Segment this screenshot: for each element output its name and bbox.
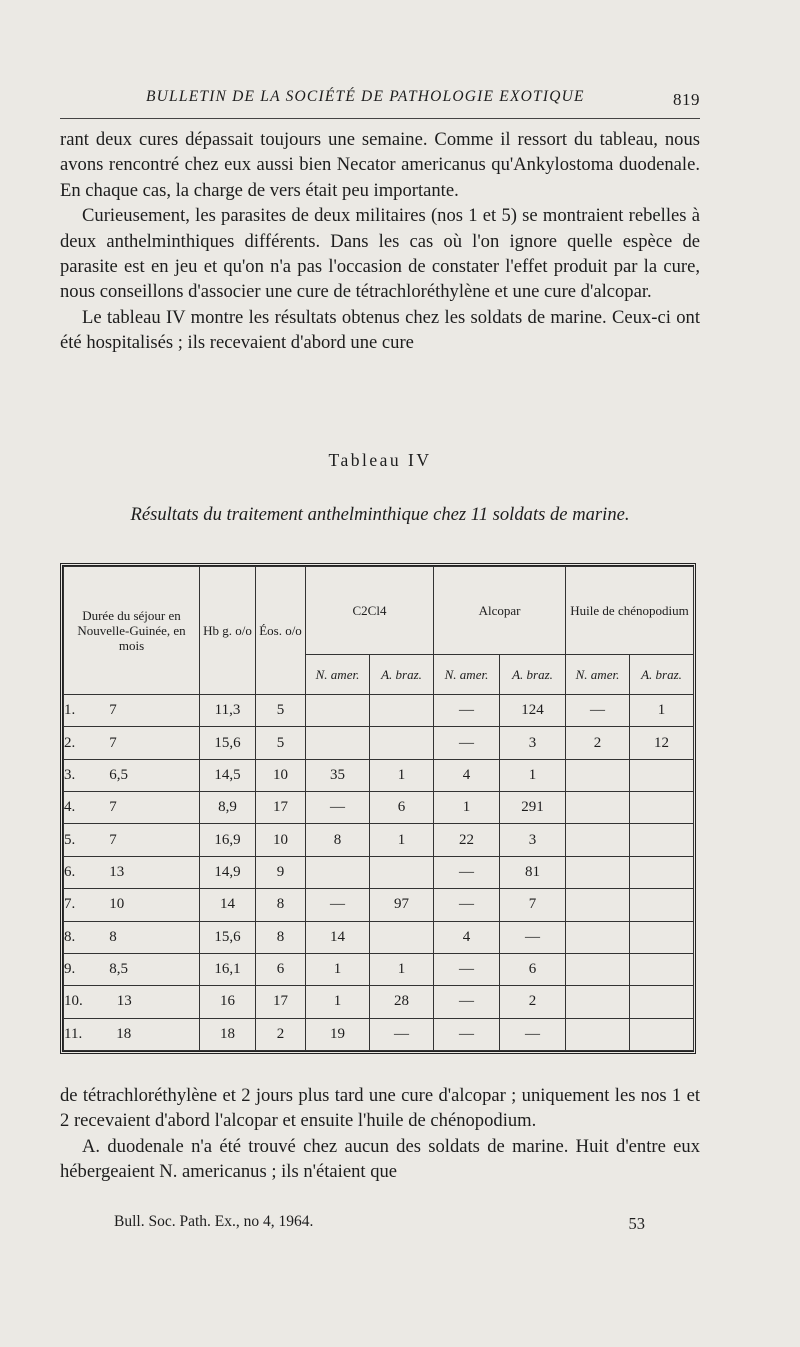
- cell-c-n: [306, 695, 370, 727]
- row-number: 5.: [64, 831, 76, 848]
- cell-duration: [64, 856, 200, 888]
- cell-h-a: [630, 889, 694, 921]
- cell-c-a: 28: [370, 986, 434, 1018]
- cell-c-n: 1: [306, 986, 370, 1018]
- cell-c-a: 1: [370, 824, 434, 856]
- table-row: [64, 986, 694, 1018]
- subheader-a-braz: A. braz.: [630, 655, 694, 695]
- cell-h-n: 2: [566, 727, 630, 759]
- subheader-a-braz: A. braz.: [370, 655, 434, 695]
- table-row: [64, 889, 694, 921]
- row-number: 4.: [64, 799, 76, 816]
- table-caption: Résultats du traitement anthelminthique chez 11 soldats de marine.: [130, 504, 630, 525]
- row-number: 11.: [64, 1025, 83, 1042]
- cell-hb: 11,3: [200, 695, 256, 727]
- header-alcopar: Alcopar: [434, 567, 566, 655]
- cell-duration: [64, 953, 200, 985]
- table-row: [64, 759, 694, 791]
- cell-c-a: 6: [370, 792, 434, 824]
- cell-c-a: [370, 856, 434, 888]
- table-row: [64, 695, 694, 727]
- cell-c-n: 14: [306, 921, 370, 953]
- duration-value: 7: [109, 702, 117, 719]
- cell-h-n: [566, 889, 630, 921]
- cell-a-n: 1: [434, 792, 500, 824]
- paragraph: Le tableau IV montre les résultats obtenus chez les soldats de marine. Ceux-ci ont été hospitalisés ; ils recevaient d'abord une cure: [60, 306, 700, 354]
- cell-hb: 15,6: [200, 727, 256, 759]
- page-number: 819: [673, 90, 700, 109]
- cell-eos: 9: [256, 856, 306, 888]
- cell-eos: 2: [256, 1018, 306, 1050]
- cell-h-a: [630, 986, 694, 1018]
- header-duration: Durée du séjour en Nouvelle-Guinée, en mois: [64, 567, 200, 695]
- cell-h-n: [566, 792, 630, 824]
- page-footer: [60, 1210, 700, 1240]
- cell-c-n: [306, 727, 370, 759]
- cell-hb: 15,6: [200, 921, 256, 953]
- row-number: 1.: [64, 702, 76, 719]
- row-number: 7.: [64, 896, 76, 913]
- journal-reference: Bull. Soc. Path. Ex., no 4, 1964.: [114, 1213, 314, 1230]
- table-row: [64, 953, 694, 985]
- duration-value: 7: [109, 831, 117, 848]
- cell-h-a: [630, 792, 694, 824]
- cell-duration: [64, 824, 200, 856]
- cell-c-n: —: [306, 889, 370, 921]
- cell-duration: [64, 792, 200, 824]
- cell-c-a: —: [370, 1018, 434, 1050]
- table-row: [64, 792, 694, 824]
- duration-value: 7: [109, 799, 117, 816]
- cell-a-a: 124: [500, 695, 566, 727]
- cell-h-n: [566, 824, 630, 856]
- cell-a-a: 1: [500, 759, 566, 791]
- cell-c-a: 1: [370, 759, 434, 791]
- row-number: 10.: [64, 993, 83, 1010]
- cell-hb: 14,5: [200, 759, 256, 791]
- cell-c-n: —: [306, 792, 370, 824]
- cell-hb: 16,9: [200, 824, 256, 856]
- cell-a-a: 6: [500, 953, 566, 985]
- duration-value: 6,5: [109, 766, 128, 783]
- sheet-number: 53: [628, 1214, 645, 1233]
- cell-c-a: [370, 921, 434, 953]
- cell-h-a: [630, 953, 694, 985]
- cell-h-a: [630, 1018, 694, 1050]
- body-text-bottom: [60, 1083, 700, 1185]
- cell-hb: 16: [200, 986, 256, 1018]
- cell-h-n: [566, 1018, 630, 1050]
- table-row: [64, 856, 694, 888]
- cell-h-a: 1: [630, 695, 694, 727]
- duration-value: 13: [109, 863, 125, 880]
- results-table: [63, 566, 694, 1051]
- cell-duration: [64, 1018, 200, 1050]
- table-row: [64, 921, 694, 953]
- cell-h-n: [566, 953, 630, 985]
- body-text-top: [60, 127, 700, 356]
- cell-a-n: —: [434, 986, 500, 1018]
- cell-eos: 8: [256, 889, 306, 921]
- cell-eos: 17: [256, 792, 306, 824]
- cell-eos: 10: [256, 824, 306, 856]
- duration-value: 8: [109, 928, 117, 945]
- cell-c-a: 1: [370, 953, 434, 985]
- cell-duration: [64, 889, 200, 921]
- paragraph: rant deux cures dépassait toujours une semaine. Comme il ressort du tableau, nous avons rencontré chez eux aussi bien Necator americanus qu'Ankylostoma duodenale. En chaque cas, la charge de vers était peu importante.: [60, 129, 700, 201]
- cell-eos: 6: [256, 953, 306, 985]
- cell-h-a: [630, 921, 694, 953]
- cell-c-a: [370, 727, 434, 759]
- cell-c-a: 97: [370, 889, 434, 921]
- subheader-n-amer: N. amer.: [306, 655, 370, 695]
- cell-a-n: 4: [434, 921, 500, 953]
- cell-hb: 8,9: [200, 792, 256, 824]
- running-title: BULLETIN DE LA SOCIÉTÉ DE PATHOLOGIE EXOTIQUE: [146, 88, 585, 105]
- duration-value: 8,5: [109, 961, 128, 978]
- cell-h-a: 12: [630, 727, 694, 759]
- cell-c-n: 19: [306, 1018, 370, 1050]
- paragraph: A. duodenale n'a été trouvé chez aucun des soldats de marine. Huit d'entre eux hébergeaient N. americanus ; ils n'étaient que: [60, 1135, 700, 1183]
- table-row: [64, 727, 694, 759]
- cell-a-a: 3: [500, 824, 566, 856]
- cell-a-a: 291: [500, 792, 566, 824]
- cell-a-n: —: [434, 1018, 500, 1050]
- cell-a-a: —: [500, 1018, 566, 1050]
- cell-h-n: [566, 921, 630, 953]
- cell-c-a: [370, 695, 434, 727]
- subheader-n-amer: N. amer.: [434, 655, 500, 695]
- cell-h-a: [630, 856, 694, 888]
- cell-duration: [64, 921, 200, 953]
- cell-a-n: —: [434, 695, 500, 727]
- cell-eos: 5: [256, 695, 306, 727]
- running-head: [60, 88, 700, 114]
- cell-h-a: [630, 824, 694, 856]
- header-c2cl4: C2Cl4: [306, 567, 434, 655]
- cell-a-n: 4: [434, 759, 500, 791]
- header-hb: Hb g. o/o: [200, 567, 256, 695]
- duration-value: 18: [116, 1025, 132, 1042]
- cell-duration: [64, 759, 200, 791]
- cell-a-n: —: [434, 953, 500, 985]
- cell-c-n: [306, 856, 370, 888]
- cell-h-n: [566, 986, 630, 1018]
- cell-h-n: [566, 759, 630, 791]
- cell-a-a: 3: [500, 727, 566, 759]
- row-number: 3.: [64, 766, 76, 783]
- paragraph: Curieusement, les parasites de deux militaires (nos 1 et 5) se montraient rebelles à deux anthelminthiques différents. Dans les cas où l'on ignore quelle espèce de parasite est en jeu et qu'on n'a pas l'occasion de constater l'effet produit par la cure, nous conseillons d'associer une cure de tétrachloréthylène et une cure d'alcopar.: [60, 205, 700, 303]
- cell-hb: 14: [200, 889, 256, 921]
- cell-c-n: 35: [306, 759, 370, 791]
- table-body: [64, 695, 694, 1051]
- row-number: 9.: [64, 961, 76, 978]
- row-number: 2.: [64, 734, 76, 751]
- cell-a-n: 22: [434, 824, 500, 856]
- cell-duration: [64, 727, 200, 759]
- table-row: [64, 824, 694, 856]
- cell-a-n: —: [434, 856, 500, 888]
- duration-value: 7: [109, 734, 117, 751]
- cell-a-a: 81: [500, 856, 566, 888]
- header-huile: Huile de chénopodium: [566, 567, 694, 655]
- table-title: Tableau IV: [328, 450, 432, 470]
- cell-c-n: 8: [306, 824, 370, 856]
- cell-eos: 5: [256, 727, 306, 759]
- row-number: 6.: [64, 863, 76, 880]
- cell-hb: 16,1: [200, 953, 256, 985]
- cell-hb: 14,9: [200, 856, 256, 888]
- cell-h-n: —: [566, 695, 630, 727]
- cell-eos: 17: [256, 986, 306, 1018]
- row-number: 8.: [64, 928, 76, 945]
- cell-a-a: —: [500, 921, 566, 953]
- paragraph: de tétrachloréthylène et 2 jours plus tard une cure d'alcopar ; uniquement les nos 1 et 2 recevaient d'abord l'alcopar et ensuite l'huile de chénopodium.: [60, 1085, 700, 1132]
- subheader-n-amer: N. amer.: [566, 655, 630, 695]
- duration-value: 13: [116, 993, 132, 1010]
- cell-a-n: —: [434, 889, 500, 921]
- cell-duration: [64, 695, 200, 727]
- subheader-a-braz: A. braz.: [500, 655, 566, 695]
- header-rule: [60, 118, 700, 119]
- cell-eos: 8: [256, 921, 306, 953]
- cell-c-n: 1: [306, 953, 370, 985]
- cell-a-a: 7: [500, 889, 566, 921]
- cell-eos: 10: [256, 759, 306, 791]
- cell-a-a: 2: [500, 986, 566, 1018]
- cell-h-n: [566, 856, 630, 888]
- cell-a-n: —: [434, 727, 500, 759]
- table-row: [64, 1018, 694, 1050]
- cell-hb: 18: [200, 1018, 256, 1050]
- cell-duration: [64, 986, 200, 1018]
- duration-value: 10: [109, 896, 125, 913]
- cell-h-a: [630, 759, 694, 791]
- header-eos: Éos. o/o: [256, 567, 306, 695]
